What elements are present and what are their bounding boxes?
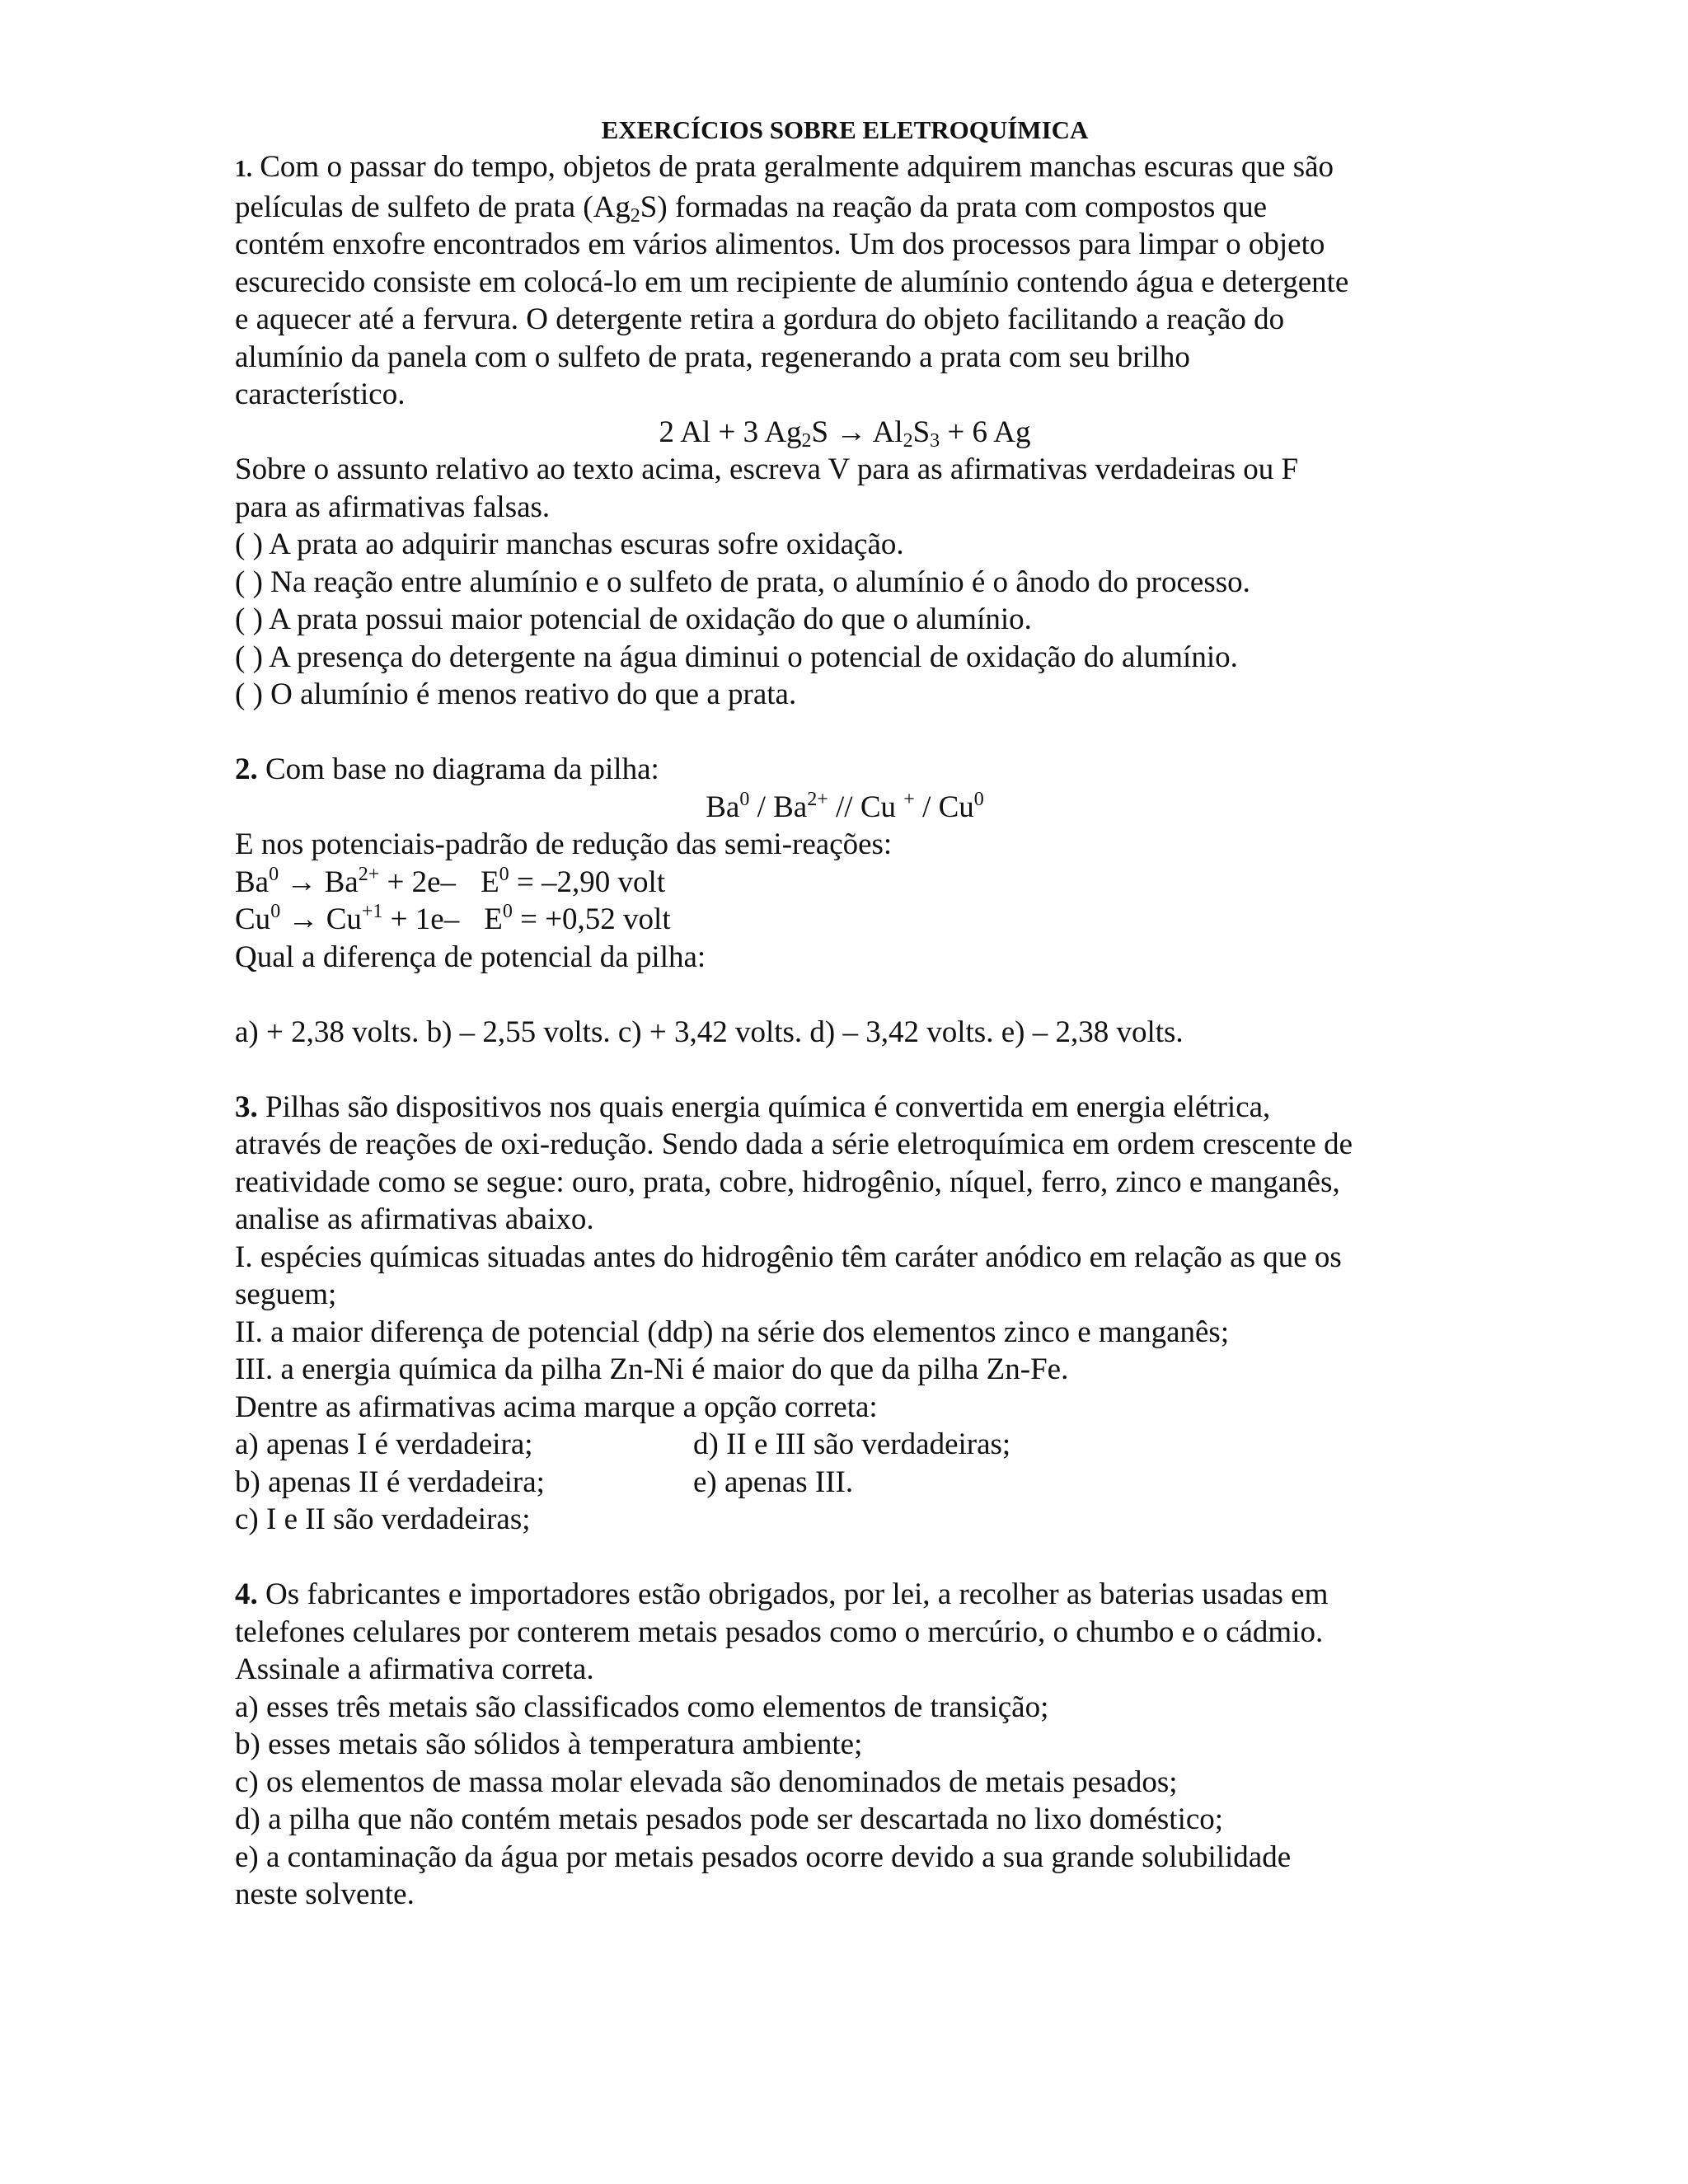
q4-line-2: telefones celulares por conterem metais pesados como o mercúrio, o chumbo e o cádmio. (235, 1615, 1324, 1649)
q3-statement-2: II. a maior diferença de potencial (ddp) na série dos elementos zinco e manganês; (235, 1315, 1230, 1349)
question-3 (235, 1089, 1455, 1539)
q1-line-2: películas de sulfeto de prata $(Ag_2S)$ formadas na reação da prata com compostos que (235, 190, 1268, 227)
q1-line-1: 1. Com o passar do tempo, objetos de prata geralmente adquirem manchas escuras que são (235, 150, 1334, 184)
q4-option-e: e) a contaminação da água por metais pesados ocorre devido a sua grande solubilidade (235, 1840, 1292, 1874)
q4-line-3: Assinale a afirmativa correta. (235, 1652, 594, 1686)
q4-option-e-cont: neste solvente. (235, 1877, 415, 1911)
q2-half-reaction-1: $Ba^0 \to Ba^{2+} + 2e-$ $E^0 = -2,90$ volt (235, 863, 666, 899)
question-4 (235, 1576, 1455, 1914)
q3-statement-1b: seguem; (235, 1277, 337, 1311)
question-2 (235, 751, 1455, 1051)
q4-option-a: a) esses três metais são classificados como elementos de transição; (235, 1690, 1049, 1724)
q1-item-3: ( ) A prata possui maior potencial de oxidação do que o alumínio. (235, 602, 1032, 636)
q1-line-3: contém enxofre encontrados em vários alimentos. Um dos processos para limpar o objeto (235, 227, 1325, 261)
spacer (235, 714, 1455, 752)
q1-item-5: ( ) O alumínio é menos reativo do que a prata. (235, 677, 797, 711)
q1-item-4: ( ) A presença do detergente na água diminui o potencial de oxidação do alumínio. (235, 640, 1238, 674)
q3-options-row-1 (235, 1426, 1455, 1464)
q1-item-1: ( ) A prata ao adquirir manchas escuras sofre oxidação. (235, 527, 904, 561)
q3-line-4: analise as afirmativas abaixo. (235, 1202, 594, 1236)
q4-option-b: b) esses metais são sólidos à temperatura ambiente; (235, 1727, 863, 1761)
q2-potentials-intro: E nos potenciais-padrão de redução das semi-reações: (235, 827, 893, 861)
q2-options: a) + 2,38 volts. b) – 2,55 volts. c) + 3,42 volts. d) – 3,42 volts. e) – 2,38 volts. (235, 1015, 1184, 1049)
q3-statement-3: III. a energia química da pilha Zn-Ni é maior do que da pilha Zn-Fe. (235, 1352, 1069, 1386)
q3-option-d: d) II e III são verdadeiras; (693, 1427, 1011, 1461)
q3-option-e: e) apenas III. (693, 1465, 854, 1499)
q3-line-1: 3. Pilhas são dispositivos nos quais energia química é convertida em energia elétrica, (235, 1090, 1271, 1124)
q4-option-d: d) a pilha que não contém metais pesados pode ser descartada no lixo doméstico; (235, 1802, 1224, 1836)
q4-option-c: c) os elementos de massa molar elevada são denominados de metais pesados; (235, 1765, 1178, 1799)
q1-equation: 2 Al + 3 $Ag_2S \to Al_2S_3 + 6$ Ag (659, 415, 1031, 452)
q4-line-1: 4. Os fabricantes e importadores estão obrigados, por lei, a recolher as baterias usadas em (235, 1577, 1329, 1611)
q3-options-row-2 (235, 1464, 1455, 1502)
q1-number: 1. (235, 157, 252, 182)
q3-number: 3. (235, 1090, 258, 1124)
spacer (235, 1539, 1455, 1577)
q3-option-b: b) apenas II é verdadeira; (235, 1465, 545, 1499)
q2-question: Qual a diferença de potencial da pilha: (235, 940, 706, 974)
q1-line-5: e aquecer até a fervura. O detergente retira a gordura do objeto facilitando a reação do (235, 302, 1285, 336)
q2-cell-diagram: $Ba^0 / Ba^{2+}$ // Cu + / Cu$^0$ (706, 788, 984, 824)
q3-options-row-3 (235, 1501, 1455, 1539)
q3-option-a: a) apenas I é verdadeira; (235, 1427, 533, 1461)
q1-item-2: ( ) Na reação entre alumínio e o sulfeto de prata, o alumínio é o ânodo do processo. (235, 565, 1250, 599)
q2-intro: 2. Com base no diagrama da pilha: (235, 752, 659, 786)
spacer (235, 1051, 1455, 1089)
q1-line-6: alumínio da panela com o sulfeto de prata, regenerando a prata com seu brilho (235, 340, 1190, 374)
q2-number: 2. (235, 752, 258, 786)
question-1 (235, 148, 1455, 714)
q1-line-4: escurecido consiste em colocá-lo em um recipiente de alumínio contendo água e detergente (235, 265, 1349, 299)
q3-statement-1a: I. espécies químicas situadas antes do hidrogênio têm caráter anódico em relação as que os (235, 1240, 1342, 1274)
q1-instruction-2: para as afirmativas falsas. (235, 490, 551, 524)
document-page (235, 114, 1455, 1914)
q2-half-reaction-2: $Cu^0 \to Cu^{+1} + 1e-$ $E^0 = +0,52$ volt (235, 901, 671, 936)
q3-line-2: através de reações de oxi-redução. Sendo dada a série eletroquímica em ordem crescente de (235, 1127, 1353, 1161)
q3-line-3: reatividade como se segue: ouro, prata, cobre, hidrogênio, níquel, ferro, zinco e manganês, (235, 1165, 1340, 1199)
q3-option-c: c) I e II são verdadeiras; (235, 1502, 531, 1536)
q3-prompt: Dentre as afirmativas acima marque a opção correta: (235, 1390, 878, 1424)
spacer (235, 976, 1455, 1014)
document-title: EXERCÍCIOS SOBRE ELETROQUÍMICA (601, 115, 1089, 144)
q4-number: 4. (235, 1577, 258, 1611)
q1-instruction-1: Sobre o assunto relativo ao texto acima, escreva V para as afirmativas verdadeiras ou F (235, 452, 1299, 486)
q1-line-7: característico. (235, 377, 406, 411)
